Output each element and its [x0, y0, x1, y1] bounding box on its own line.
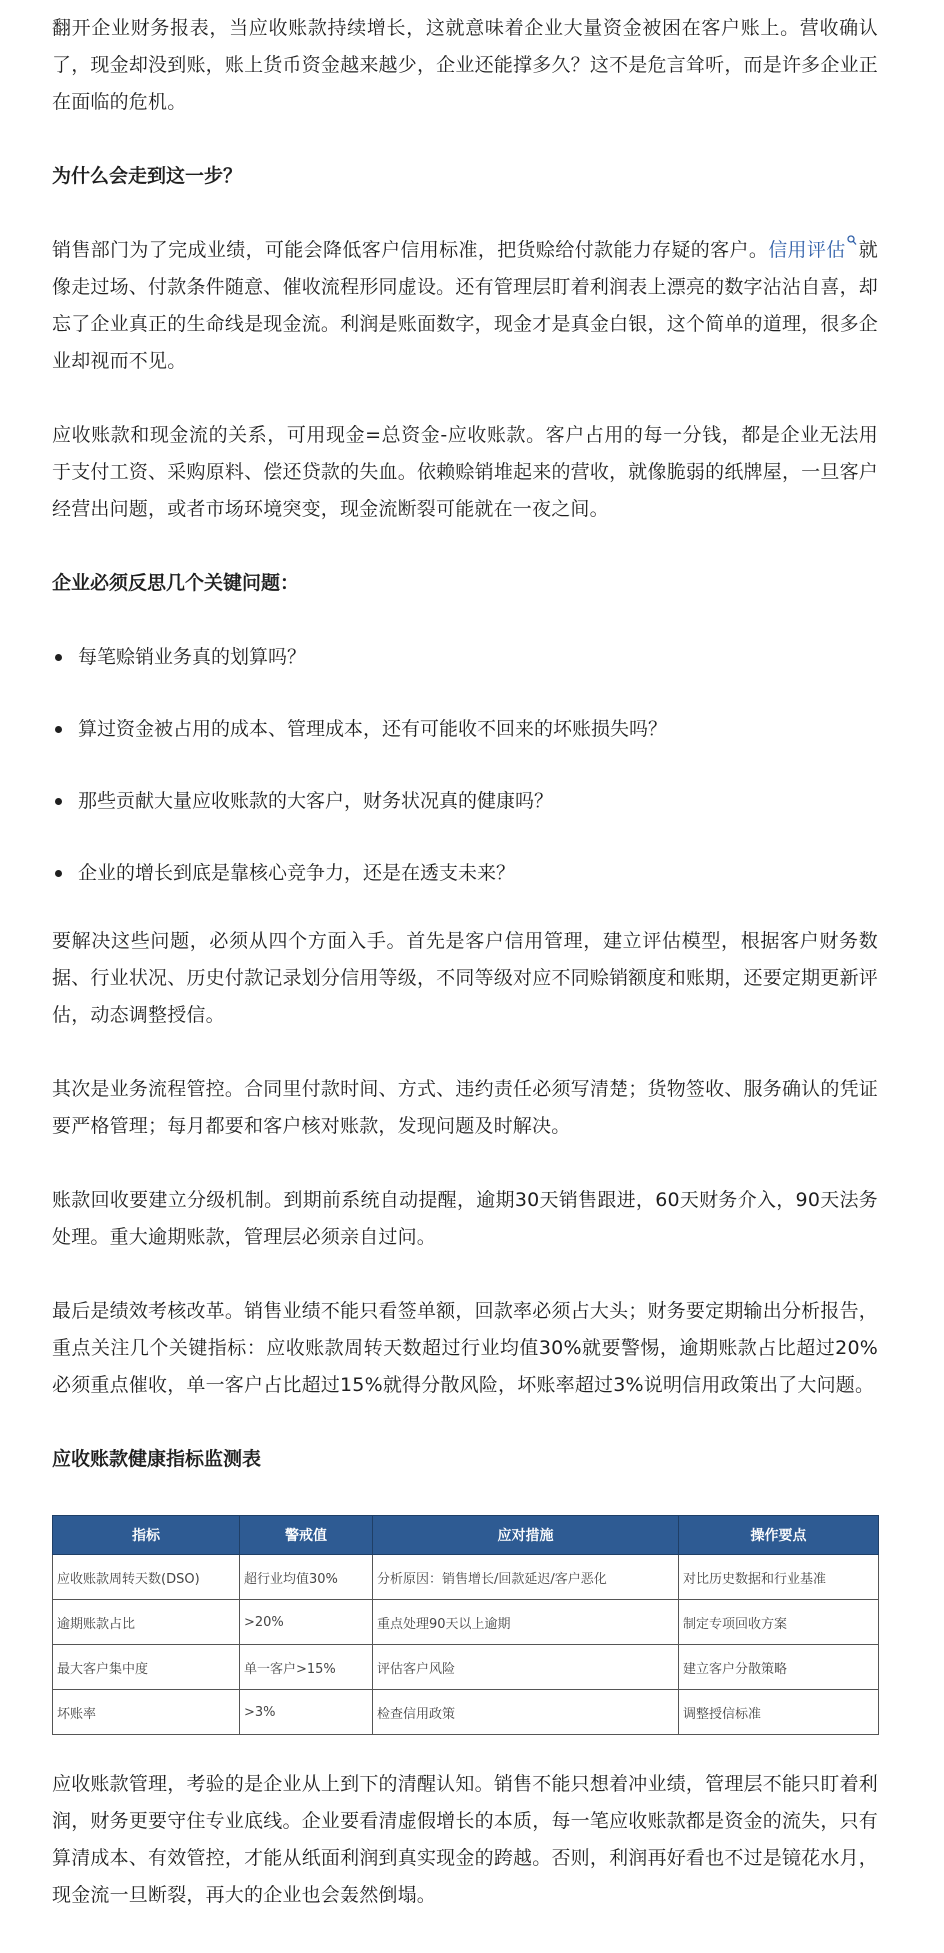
table-row	[53, 1690, 879, 1735]
table-header-row	[53, 1516, 879, 1555]
table-cell: 最大客户集中度	[53, 1645, 240, 1690]
bullet-icon	[55, 870, 62, 877]
table-cell: 重点处理90天以上逾期	[373, 1600, 679, 1645]
question-list	[52, 639, 878, 892]
question-text: 每笔赊销业务真的划算吗？	[78, 646, 307, 668]
list-item	[52, 855, 878, 892]
table-cell: 调整授信标准	[679, 1690, 879, 1735]
header-threshold: 警戒值	[240, 1516, 373, 1555]
bullet-icon	[55, 726, 62, 733]
table-cell: 检查信用政策	[373, 1690, 679, 1735]
credit-evaluation-link[interactable]: 信用评估	[768, 239, 846, 261]
bullet-icon	[55, 798, 62, 805]
table-cell: 逾期账款占比	[53, 1600, 240, 1645]
cashflow-paragraph: 应收账款和现金流的关系，可用现金=总资金-应收账款。客户占用的每一分钱，都是企业无法用于支付工资、采购原料、偿还贷款的失血。依赖赊销堆起来的营收，就像脆弱的纸牌屋，一旦客户经营出问题，或者市场环境突变，现金流断裂可能就在一夜之间。	[52, 424, 878, 520]
table-cell: 分析原因：销售增长/回款延迟/客户恶化	[373, 1555, 679, 1600]
table-cell: 制定专项回收方案	[679, 1600, 879, 1645]
table-row	[53, 1645, 879, 1690]
search-icon[interactable]	[847, 235, 857, 249]
table-cell: 建立客户分散策略	[679, 1645, 879, 1690]
conclusion-paragraph: 应收账款管理，考验的是企业从上到下的清醒认知。销售不能只想着冲业绩，管理层不能只盯着利润，财务更要守住专业底线。企业要看清虚假增长的本质，每一笔应收账款都是资金的流失，只有算清成本、有效管控，才能从纸面利润到真实现金的跨越。否则，利润再好看也不过是镜花水月，现金流一旦断裂，再大的企业也会轰然倒塌。	[52, 1773, 878, 1906]
solution-paragraph-performance: 最后是绩效考核改革。销售业绩不能只看签单额，回款率必须占大头；财务要定期输出分析报告，重点关注几个关键指标：应收账款周转天数超过行业均值30%就要警惕，逾期账款占比超过20%必须重点催收，单一客户占比超过15%就得分散风险，坏账率超过3%说明信用政策出了大问题。	[52, 1300, 878, 1396]
cause-text-after: 就像走过场、付款条件随意、催收流程形同虚设。还有管理层盯着利润表上漂亮的数字沾沾自喜，却忘了企业真正的生命线是现金流。利润是账面数字，现金才是真金白银，这个简单的道理，很多企业却视而不见。	[52, 239, 878, 372]
cause-paragraph	[52, 232, 878, 380]
question-text: 那些贡献大量应收账款的大客户，财务状况真的健康吗？	[78, 790, 554, 812]
table-cell: 评估客户风险	[373, 1645, 679, 1690]
table-cell: 应收账款周转天数(DSO)	[53, 1555, 240, 1600]
table-cell: >3%	[240, 1690, 373, 1735]
header-response: 应对措施	[373, 1516, 679, 1555]
bullet-icon	[55, 654, 62, 661]
question-text: 企业的增长到底是靠核心竞争力，还是在透支未来？	[78, 862, 516, 884]
table-row	[53, 1555, 879, 1600]
table-cell: 对比历史数据和行业基准	[679, 1555, 879, 1600]
solution-paragraph-credit: 要解决这些问题，必须从四个方面入手。首先是客户信用管理，建立评估模型，根据客户财务数据、行业状况、历史付款记录划分信用等级，不同等级对应不同赊销额度和账期，还要定期更新评估，动态调整授信。	[52, 930, 878, 1026]
section-heading-questions: 企业必须反思几个关键问题：	[52, 572, 300, 594]
article	[52, 0, 878, 1914]
table-cell: 坏账率	[53, 1690, 240, 1735]
list-item	[52, 783, 878, 820]
solution-paragraph-process: 其次是业务流程管控。合同里付款时间、方式、违约责任必须写清楚；货物签收、服务确认的凭证要严格管理；每月都要和客户核对账款，发现问题及时解决。	[52, 1078, 878, 1137]
table-cell: >20%	[240, 1600, 373, 1645]
list-item	[52, 639, 878, 676]
question-text: 算过资金被占用的成本、管理成本，还有可能收不回来的坏账损失吗？	[78, 718, 668, 740]
list-item	[52, 711, 878, 748]
section-heading-why: 为什么会走到这一步？	[52, 165, 243, 187]
table-row	[53, 1600, 879, 1645]
cause-text-before: 销售部门为了完成业绩，可能会降低客户信用标准，把货赊给付款能力存疑的客户。	[52, 239, 769, 261]
solution-paragraph-collection: 账款回收要建立分级机制。到期前系统自动提醒，逾期30天销售跟进，60天财务介入，90天法务处理。重大逾期账款，管理层必须亲自过问。	[52, 1189, 878, 1248]
table-cell: 单一客户>15%	[240, 1645, 373, 1690]
table-cell: 超行业均值30%	[240, 1555, 373, 1600]
intro-paragraph: 翻开企业财务报表，当应收账款持续增长，这就意味着企业大量资金被困在客户账上。营收确认了，现金却没到账，账上货币资金越来越少，企业还能撑多久？这不是危言耸听，而是许多企业正在面临的危机。	[52, 17, 878, 113]
header-indicator: 指标	[53, 1516, 240, 1555]
header-key-points: 操作要点	[679, 1516, 879, 1555]
table-heading: 应收账款健康指标监测表	[52, 1448, 262, 1470]
indicator-monitor-table	[52, 1515, 879, 1735]
